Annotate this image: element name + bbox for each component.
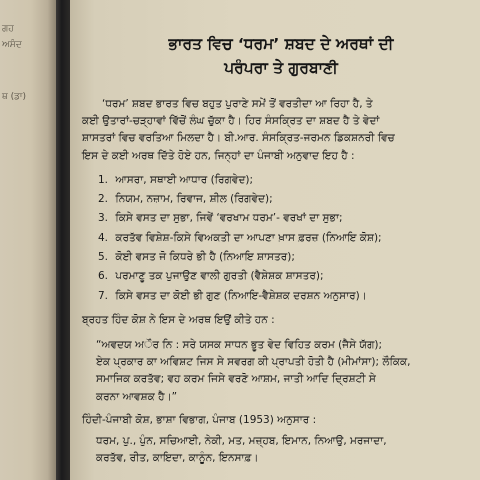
book-page: [70, 0, 480, 480]
list-item: [98, 248, 474, 267]
meanings-list: [98, 171, 474, 306]
dictionary-line: ਕਰਤੱਵ, ਰੀਤ, ਕਾਇਦਾ, ਕਾਨੂੰਨ, ਇਨਸਾਫ਼।: [96, 452, 259, 465]
list-item: [98, 209, 474, 228]
heading-line: ਭਾਰਤ ਵਿਚ ‘ਧਰਮ’ ਸ਼ਬਦ ਦੇ ਅਰਥਾਂ ਦੀ: [168, 35, 394, 53]
previous-page-fragment: ਗਹ: [2, 24, 14, 34]
previous-page-fragment: ਅਸੰਦ: [2, 40, 22, 50]
previous-page-edge: [0, 0, 56, 480]
previous-page-fragment: ਥ (ਡਾ): [2, 92, 27, 102]
list-number: 5.: [98, 250, 109, 263]
paragraph-line: ਸ਼ਾਸਤਰਾਂ ਵਿਚ ਵਰਤਿਆ ਮਿਲਦਾ ਹੈ। ਬੀ.ਆਰ. ਸੰਸਕ੍ਰਿਤ-ਜਰਮਨ ਡਿਕਸ਼ਨਰੀ ਵਿਚ: [82, 132, 395, 145]
paragraph-line: ਇਸ ਦੇ ਕਈ ਅਰਥ ਦਿੱਤੇ ਹੋਏ ਹਨ, ਜਿਨ੍ਹਾਂ ਦਾ ਪੰਜਾਬੀ ਅਨੁਵਾਦ ਇਹ ਹੈ :: [82, 149, 355, 162]
list-item: [98, 190, 474, 209]
list-number: 4.: [98, 231, 109, 244]
book-gutter: [56, 0, 70, 480]
chapter-heading: [86, 32, 476, 80]
dictionary-line: ਧਰਮ, ਪੁ., ਪੁੰਨ, ਸਚਿਆਈ, ਨੇਕੀ, ਮਤ, ਮਜ਼੍ਹਬ, ਇਮਾਨ, ਨਿਆਉ, ਮਰਜਾਦਾ,: [96, 434, 387, 447]
list-item: [98, 287, 474, 306]
quotation-block: [96, 337, 474, 406]
dictionary-entry: [96, 433, 474, 467]
quote-line: ਏਕ ਪ੍ਰਕਾਰ ਕਾ ਅਵਿਸ਼ਟ ਜਿਸ ਸੇ ਸਵਰਗ ਕੀ ਪ੍ਰਾਪਤੀ ਹੋਤੀ ਹੈ (ਮੀਮਾਂਸਾ); ਲੌਕਿਕ,: [96, 356, 411, 369]
list-number: 1.: [98, 173, 109, 186]
list-text: ਕਿਸੇ ਵਸਤ ਦਾ ਸੁਭਾ, ਜਿਵੇਂ ‘ਵਰਖਾਮ ਧਰਮ’- ਵਰਖਾਂ ਦਾ ਸੁਭਾ;: [115, 212, 343, 225]
paragraph-line: ਕਈ ਉਤਾਰਾਂ-ਚੜ੍ਹਾਵਾਂ ਵਿੱਚੋਂ ਲੰਘ ਚੁੱਕਾ ਹੈ। ਹਿਰ ਸੰਸਕ੍ਰਿਤ ਦਾ ਸ਼ਬਦ ਹੈ ਤੇ ਵੇਦਾਂ: [82, 115, 380, 128]
list-number: 6.: [98, 270, 109, 283]
dictionary-reference: ਹਿੰਦੀ-ਪੰਜਾਬੀ ਕੋਸ਼, ਭਾਸ਼ਾ ਵਿਭਾਗ, ਪੰਜਾਬ (1953) ਅਨੁਸਾਰ :: [82, 413, 317, 426]
list-text: ਕਿਸੇ ਵਸਤ ਦਾ ਕੋਈ ਭੀ ਗੁਣ (ਨਿਆਇ-ਵੈਸ਼ੇਸ਼ਕ ਦਰਸ਼ਨ ਅਨੁਸਾਰ)।: [115, 289, 367, 302]
list-text: ਕਰਤੱਵ ਵਿਸ਼ੇਸ਼-ਕਿਸੇ ਵਿਅਕਤੀ ਦਾ ਆਪਣਾ ਖ਼ਾਸ ਫ਼ਰਜ਼ (ਨਿਆਇ ਕੋਸ਼);: [115, 231, 382, 244]
quote-line: “ਅਵਦਯ ਅੌਰ ਨਿ : ਸਰੇ ਯਸਕ ਸਾਧਨ ਭੂਤ ਵੇਦ ਵਿਹਿਤ ਕਰਮ (ਜੈਸੇ ਯੱਗ);: [96, 339, 383, 352]
list-number: 3.: [98, 212, 109, 225]
list-number: 7.: [98, 289, 109, 302]
heading-line: ਪਰੰਪਰਾ ਤੇ ਗੁਰਬਾਣੀ: [224, 59, 338, 77]
quote-line: ਕਰਨਾ ਆਵਸ਼ਕ ਹੈ।”: [96, 390, 178, 403]
intro-paragraph: [82, 96, 474, 165]
list-text: ਆਸਰਾ, ਸਥਾਈ ਆਧਾਰ (ਰਿਗਵੇਦ);: [115, 173, 254, 186]
list-text: ਕੋਈ ਵਸਤ ਜੋ ਕਿਧਰੇ ਭੀ ਹੈ (ਨਿਆਇ ਸ਼ਾਸਤਰ);: [115, 250, 295, 263]
list-text: ਪਰਮਾਣੂ ਤਕ ਪੁਜਾਉਣ ਵਾਲੀ ਗੁਰਤੀ (ਵੈਸ਼ੇਸ਼ਕ ਸ਼ਾਸਤਰ);: [115, 270, 324, 283]
quote-line: ਸਮਾਜਿਕ ਕਰਤੱਵ; ਵਹ ਕਰਮ ਜਿਸੇ ਵਰਣੋ ਆਸ਼ਮ, ਜਾਤੀ ਆਦਿ ਦ੍ਰਿਸ਼ਟੀ ਸੇ: [96, 373, 376, 386]
paragraph-line: ‘ਧਰਮ’ ਸ਼ਬਦ ਭਾਰਤ ਵਿਚ ਬਹੁਤ ਪੁਰਾਣੇ ਸਮੇਂ ਤੋਂ ਵਰਤੀਦਾ ਆ ਰਿਹਾ ਹੈ, ਤੇ: [102, 98, 373, 110]
list-item: [98, 229, 474, 248]
page-body: [82, 96, 474, 467]
list-number: 2.: [98, 193, 109, 206]
list-text: ਨਿਯਮ, ਨਜ਼ਾਮ, ਰਿਵਾਜ, ਸ਼ੀਲ (ਰਿਗਵੇਦ);: [115, 193, 273, 206]
list-item: [98, 267, 474, 286]
list-item: [98, 171, 474, 190]
reference-line: ਬ੍ਰਹਤ ਹਿੰਦ ਕੋਸ਼ ਨੇ ਇਸ ਦੇ ਅਰਥ ਇਉਂ ਕੀਤੇ ਹਨ :: [82, 313, 275, 326]
